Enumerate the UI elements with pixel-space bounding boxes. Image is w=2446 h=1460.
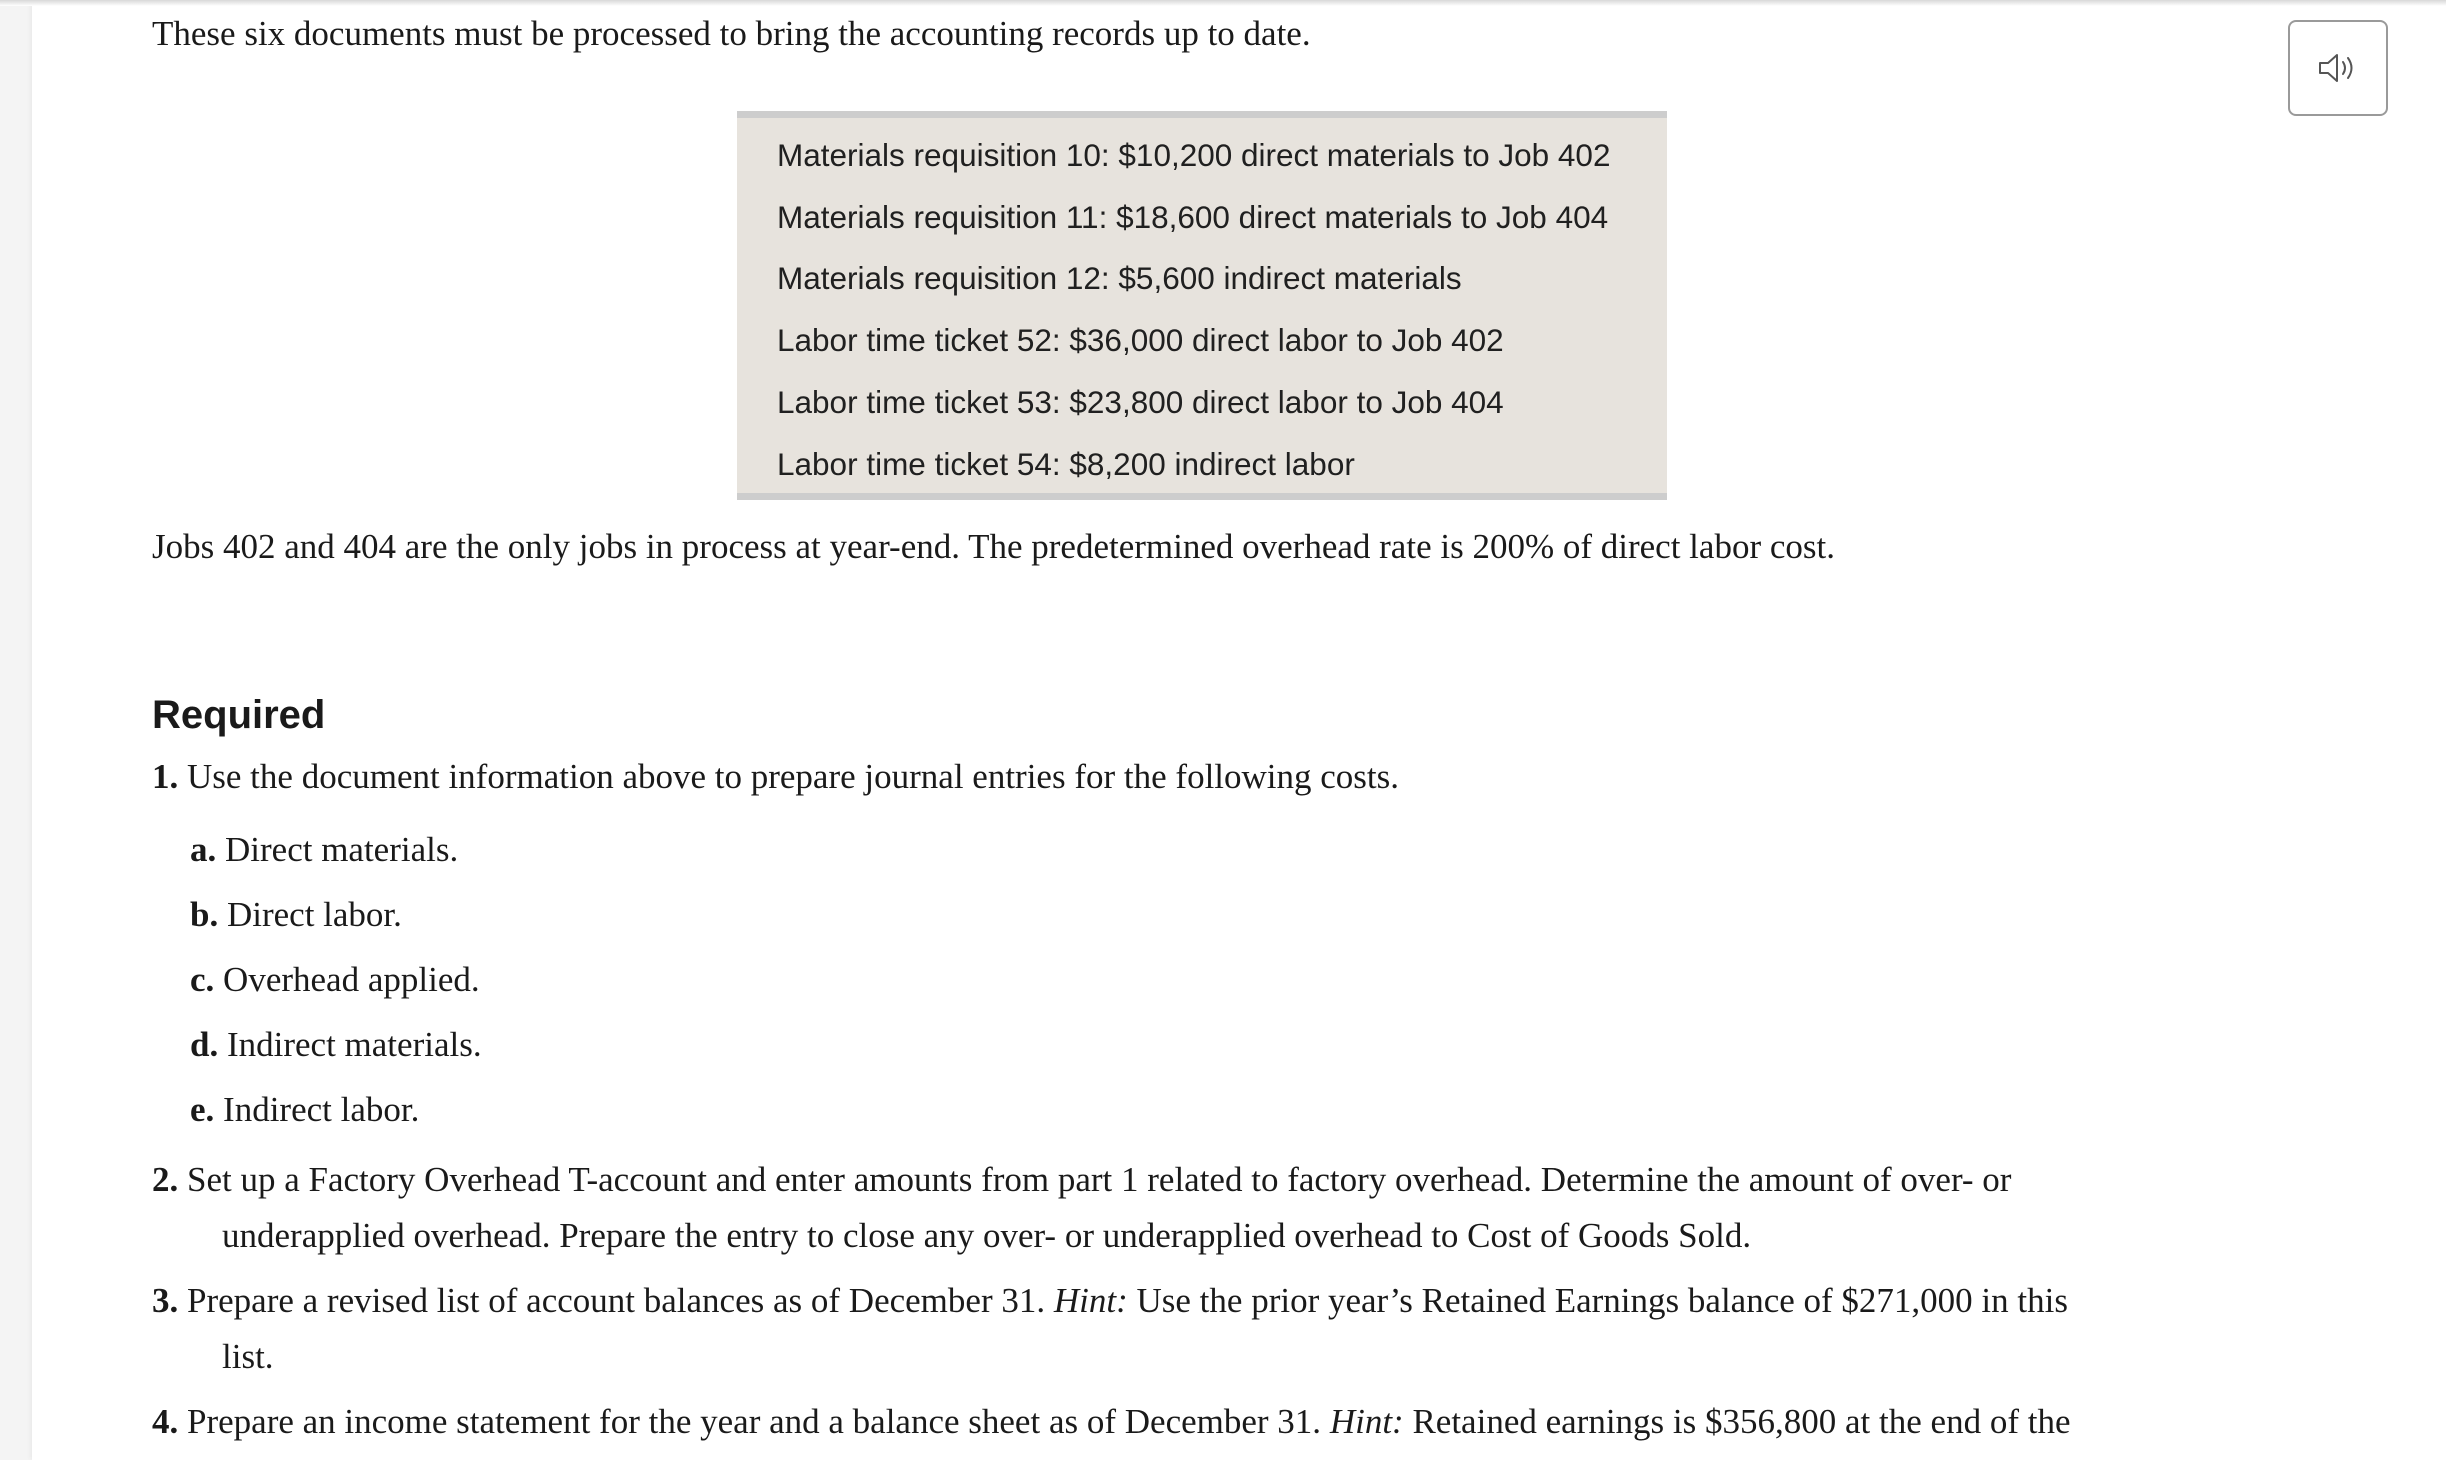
sub-text: Indirect materials.	[226, 1025, 482, 1064]
requirement-3-continued: list.	[222, 1337, 274, 1376]
sub-letter: a.	[190, 830, 217, 869]
audio-button[interactable]	[2288, 20, 2388, 116]
requirement-3	[152, 1281, 2068, 1321]
requirement-text: Use the document information above to prepare journal entries for the following costs.	[187, 757, 1400, 796]
requirement-number: 3.	[152, 1281, 179, 1320]
requirement-2	[152, 1160, 2011, 1200]
document-line: Materials requisition 10: $10,200 direct materials to Job 402	[777, 137, 1611, 173]
document-line: Labor time ticket 52: $36,000 direct labor to Job 402	[777, 322, 1504, 358]
requirement-number: 1.	[152, 757, 179, 796]
requirement-text: Prepare a revised list of account balances as of December 31.	[187, 1281, 1046, 1320]
document-line: Labor time ticket 53: $23,800 direct labor to Job 404	[777, 384, 1504, 420]
sub-item-a	[190, 830, 458, 870]
sub-letter: c.	[190, 960, 215, 999]
top-shadow	[0, 0, 2446, 6]
sub-item-d	[190, 1025, 482, 1065]
required-heading: Required	[152, 693, 326, 737]
sub-letter: d.	[190, 1025, 219, 1064]
jobs-text: Jobs 402 and 404 are the only jobs in process at year-end. The predetermined overhead rate is 200% of direct labor cost.	[152, 527, 1835, 566]
sub-letter: b.	[190, 895, 219, 934]
documents-box	[737, 111, 1667, 500]
sub-text: Overhead applied.	[223, 960, 480, 999]
intro-text: These six documents must be processed to bring the accounting records up to date.	[152, 14, 1311, 53]
sub-letter: e.	[190, 1090, 215, 1129]
hint-label: Hint:	[1053, 1281, 1128, 1320]
requirement-text: Set up a Factory Overhead T-account and enter amounts from part 1 related to factory overhead. Determine the amount of over- or	[187, 1160, 2012, 1199]
sub-item-e	[190, 1090, 419, 1130]
requirement-1	[152, 757, 1399, 797]
requirement-number: 2.	[152, 1160, 179, 1199]
requirement-text: Prepare an income statement for the year and a balance sheet as of December 31.	[187, 1402, 1322, 1441]
requirement-text: Retained earnings is $356,800 at the end of the	[1412, 1402, 2071, 1441]
requirement-text: Use the prior year’s Retained Earnings balance of $271,000 in this	[1136, 1281, 2068, 1320]
sub-text: Indirect labor.	[223, 1090, 420, 1129]
requirement-4	[152, 1402, 2070, 1442]
sub-item-c	[190, 960, 480, 1000]
sub-text: Direct materials.	[225, 830, 459, 869]
hint-label: Hint:	[1329, 1402, 1404, 1441]
document-line: Labor time ticket 54: $8,200 indirect labor	[777, 446, 1355, 482]
document-line: Materials requisition 12: $5,600 indirect materials	[777, 260, 1462, 296]
requirement-number: 4.	[152, 1402, 179, 1441]
sub-text: Direct labor.	[226, 895, 402, 934]
sub-item-b	[190, 895, 402, 935]
speaker-icon	[2317, 51, 2359, 85]
requirement-2-continued: underapplied overhead. Prepare the entry to close any over- or underapplied overhead to Cost of Goods Sold.	[222, 1216, 1752, 1255]
document-line: Materials requisition 11: $18,600 direct materials to Job 404	[777, 199, 1609, 235]
